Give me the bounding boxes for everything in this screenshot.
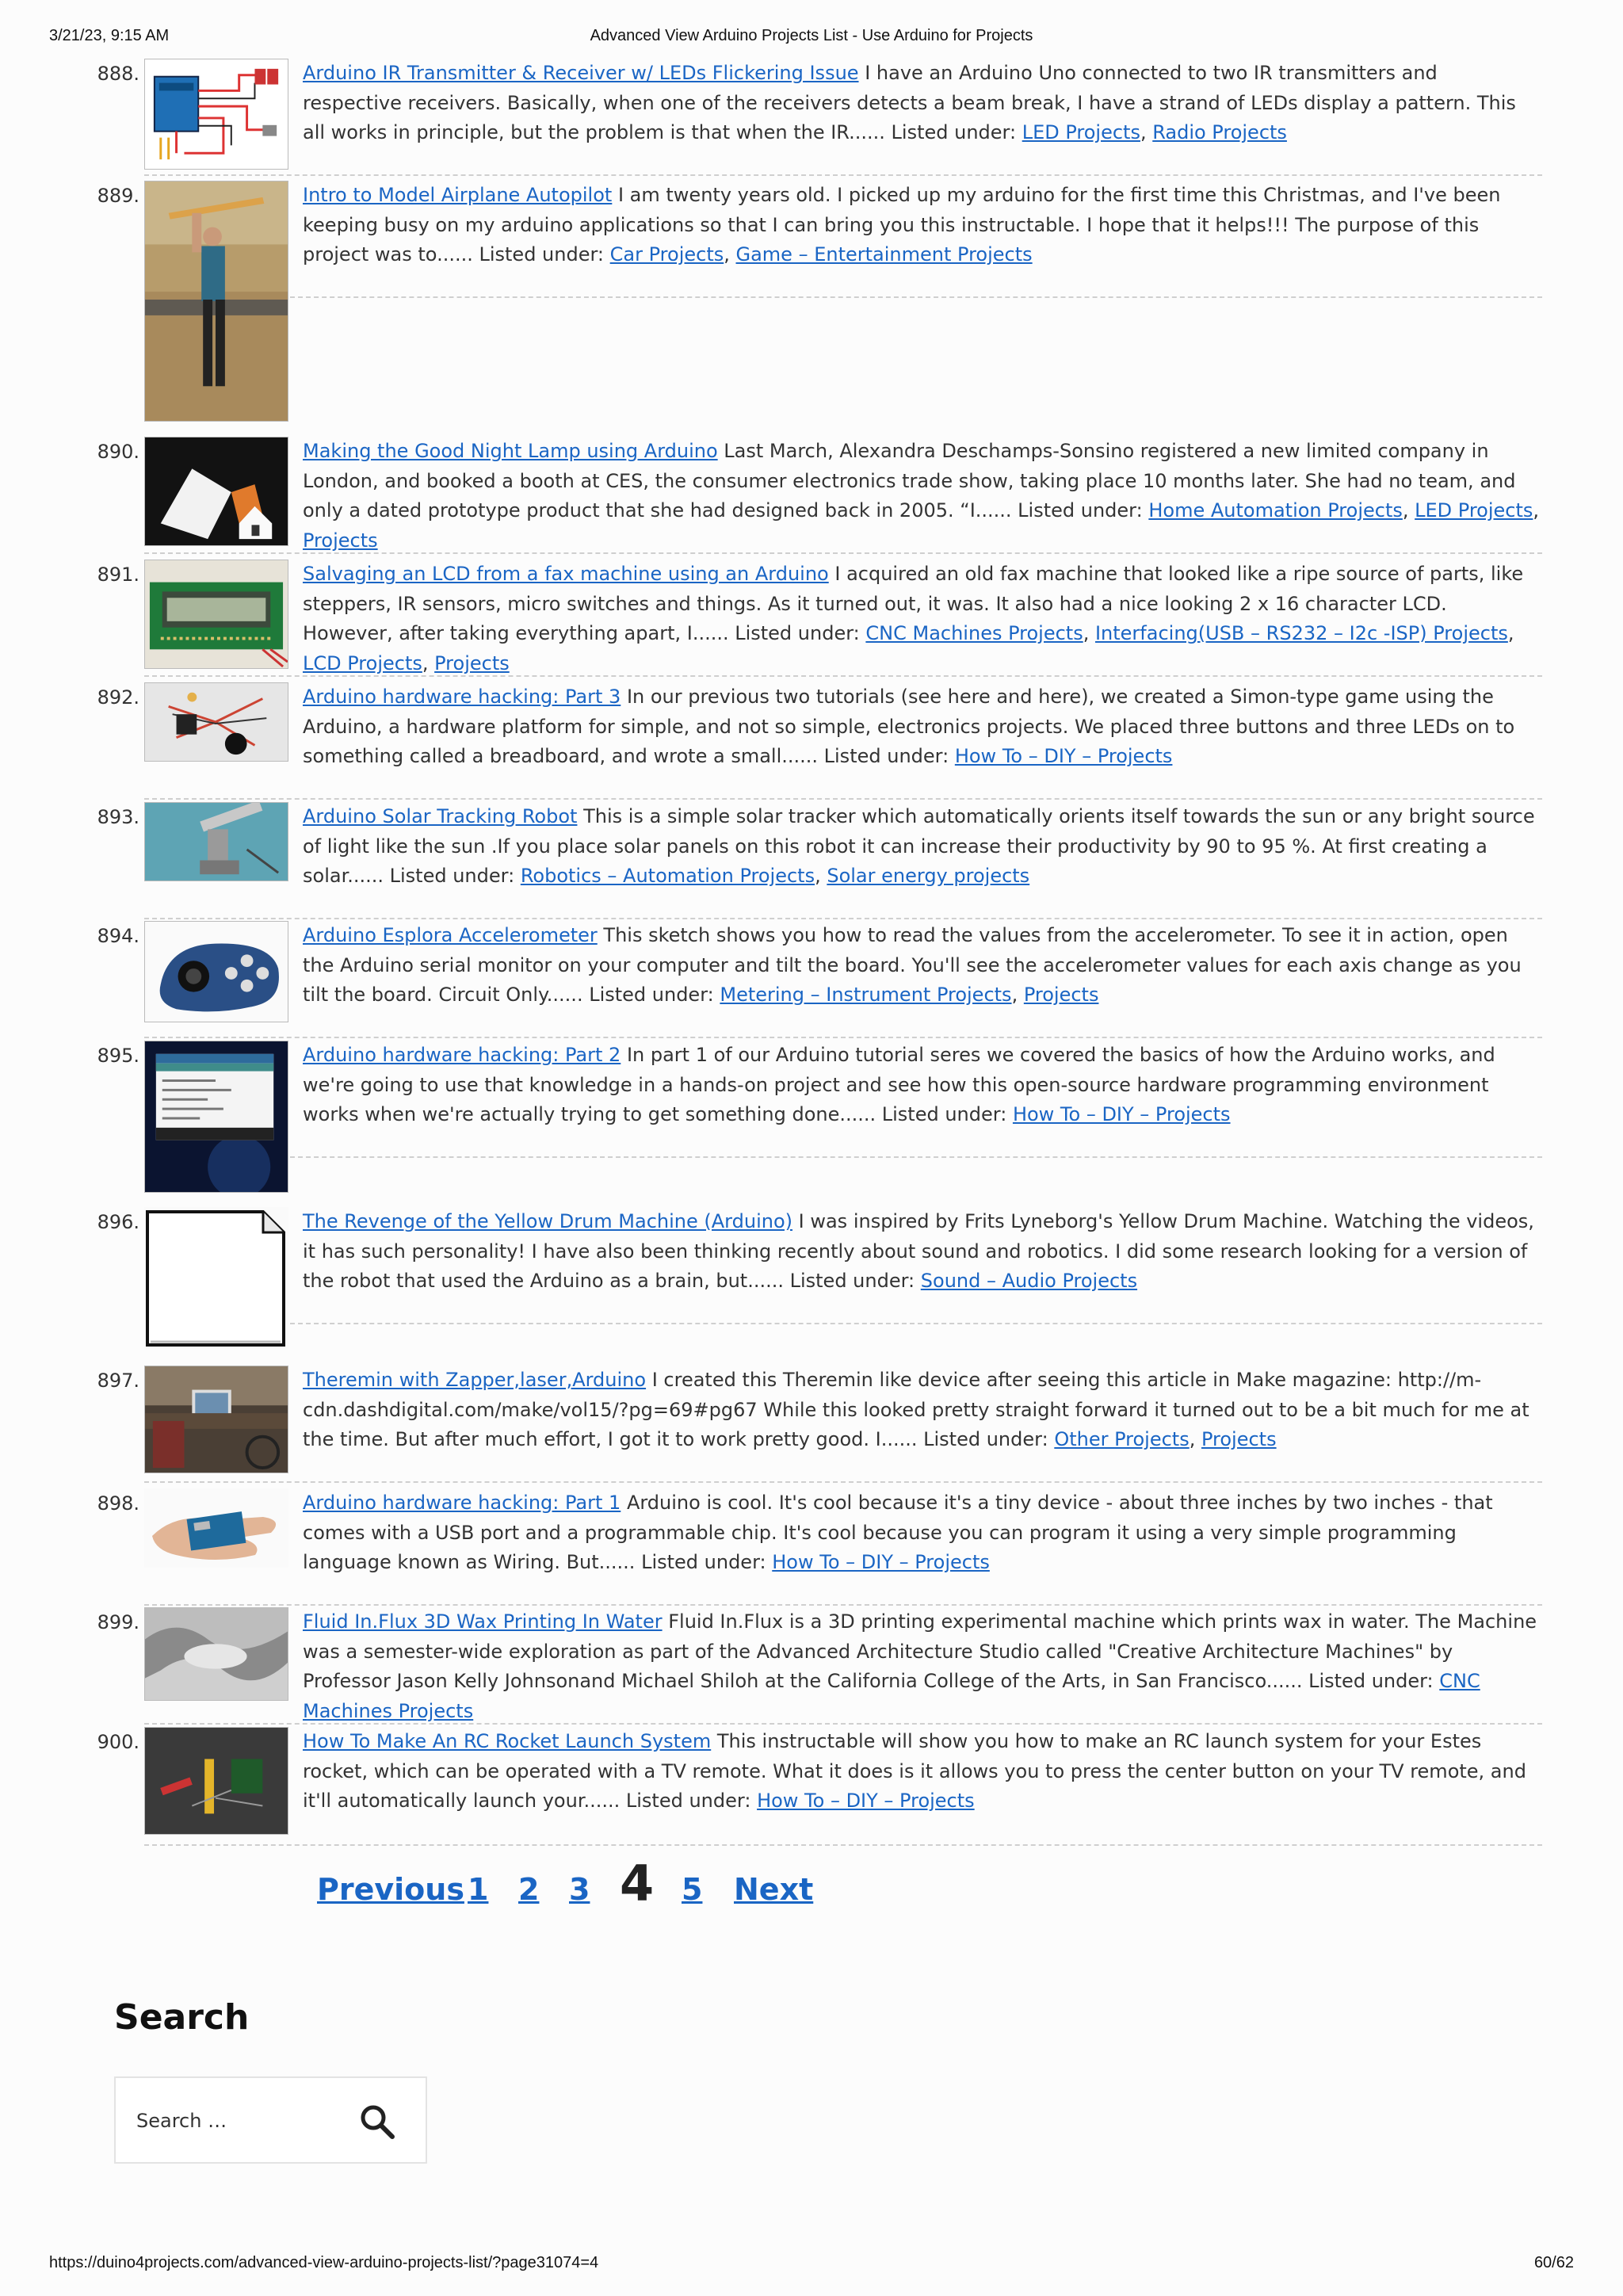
- entry-number: 900.: [97, 1731, 139, 1753]
- category-link[interactable]: How To – DIY – Projects: [1012, 1103, 1231, 1125]
- blank-file-thumbnail[interactable]: [144, 1207, 288, 1350]
- entry-text: [303, 1607, 1542, 1726]
- print-footer: [0, 2254, 1623, 2278]
- lamp-houses-thumbnail[interactable]: [144, 437, 288, 546]
- entry-divider: [144, 675, 1542, 677]
- entry-text: [303, 682, 1542, 772]
- entry-text: Arduino Esplora Accelerometer This sketch shows you how to read the values from the accelerometer. To see it in action, open the Arduino serial monitor on your computer and tilt the board. You'll see the accelerometer values for each axis change as you tilt the board. Circuit Only...... Listed under: Metering – Instrument Projects, Projects: [303, 924, 1522, 1006]
- solar-tracker-thumbnail[interactable]: [144, 802, 288, 881]
- category-link[interactable]: Sound – Audio Projects: [920, 1270, 1138, 1292]
- entry-title-link[interactable]: The Revenge of the Yellow Drum Machine (Arduino): [303, 1210, 792, 1232]
- category-link[interactable]: LED Projects: [1415, 499, 1533, 521]
- search-form: [114, 2076, 427, 2164]
- entry-title-link[interactable]: Arduino hardware hacking: Part 1: [303, 1492, 621, 1514]
- entry-text: [303, 1041, 1542, 1130]
- entry-title-link[interactable]: Fluid In.Flux 3D Wax Printing In Water: [303, 1610, 663, 1633]
- entry-number: 888.: [97, 63, 139, 85]
- entry-number: 899.: [97, 1611, 139, 1633]
- entry-excerpt: Last March, Alexandra Deschamps-Sonsino registered a new limited company in London, and booked a booth at CES, the consumer electronics trade show, taking place 10 months later. She had no team, and only a dated prototype product that she had designed back in 2005. “I...... Listed under:: [303, 440, 1516, 521]
- entry-text: Intro to Model Airplane Autopilot I am twenty years old. I picked up my arduino for the first time this Christmas, and I've been keeping busy on my arduino applications so that I can bring you this instructable. I hope that it helps!!! The purpose of this project was to...... Listed under: Car Projects, Game – Entertainment Projects: [303, 184, 1501, 266]
- entry-title-link[interactable]: Theremin with Zapper,laser,Arduino: [303, 1369, 647, 1391]
- entry-divider: [144, 1481, 1542, 1483]
- wax-print-thumbnail[interactable]: [144, 1607, 288, 1701]
- category-link[interactable]: How To – DIY – Projects: [757, 1790, 975, 1812]
- esplora-board-thumbnail[interactable]: [144, 921, 288, 1022]
- entry-number: 892.: [97, 686, 139, 709]
- hand-holding-arduino-thumbnail[interactable]: [144, 1488, 288, 1568]
- person-with-airplane-thumbnail[interactable]: [144, 181, 288, 422]
- entry-title-link[interactable]: Salvaging an LCD from a fax machine using an Arduino: [303, 563, 829, 585]
- lcd-module-thumbnail[interactable]: [144, 560, 288, 669]
- entry-text: [303, 1207, 1542, 1297]
- entry-text: [303, 1488, 1542, 1578]
- entry-divider: [144, 918, 1542, 919]
- entry-number: 894.: [97, 925, 139, 947]
- category-link[interactable]: LCD Projects: [303, 651, 422, 674]
- entry-title-link[interactable]: How To Make An RC Rocket Launch System: [303, 1730, 712, 1752]
- category-link[interactable]: Car Projects: [609, 243, 724, 266]
- category-link[interactable]: Metering – Instrument Projects: [720, 984, 1012, 1006]
- entry-excerpt: In part 1 of our Arduino tutorial seres we covered the basics of how the Arduino works, and we're going to use that knowledge in a hands-on project and see how this open-source hardware programming environment works when we're actually trying to get something done...... Listed under:: [303, 1044, 1495, 1125]
- entry-text: Arduino Solar Tracking Robot This is a simple solar tracker which automatically orients itself towards the sun or any bright source of light like the sun .If you place solar panels on this robot it can increase their productivity by 90 to 95 %. At first creating a solar...... Listed under: Robotics – Automation Projects, Solar energy projects: [303, 805, 1535, 887]
- entry-title-link[interactable]: Intro to Model Airplane Autopilot: [303, 184, 613, 206]
- print-url: https://duino4projects.com/advanced-view-arduino-projects-list/?page31074=4: [49, 2254, 599, 2271]
- print-header: [0, 27, 1623, 51]
- ide-screenshot-thumbnail[interactable]: [144, 1041, 288, 1193]
- entry-title-link[interactable]: Arduino IR Transmitter & Receiver w/ LEDs Flickering Issue: [303, 62, 859, 84]
- category-link[interactable]: Interfacing(USB – RS232 – I2c -ISP) Projects: [1094, 622, 1508, 644]
- print-datetime: 3/21/23, 9:15 AM: [49, 27, 170, 44]
- search-input[interactable]: [135, 2100, 344, 2141]
- entry-divider: [290, 1156, 1542, 1158]
- rocket-launcher-thumbnail[interactable]: [144, 1727, 288, 1835]
- entry-divider: [144, 174, 1542, 176]
- entry-title-link[interactable]: Arduino hardware hacking: Part 2: [303, 1044, 621, 1066]
- entry-divider: [144, 1844, 1542, 1846]
- entry-number: 897.: [97, 1370, 139, 1392]
- category-link[interactable]: Other Projects: [1054, 1428, 1190, 1450]
- entry-number: 889.: [97, 185, 139, 207]
- entry-excerpt: In our previous two tutorials (see here and here), we created a Simon-type game using the Arduino, a hardware platform for simple, and not so simple, electronics projects. We placed three buttons and three LEDs on to something called a breadboard, and wrote a small...... Listed under:: [303, 686, 1515, 767]
- entry-excerpt: I have an Arduino Uno connected to two IR transmitters and respective receivers. Basically, when one of the receivers detects a beam break, I have a strand of LEDs display a pattern. This all works in principle, but the problem is that when the IR...... Listed under:: [303, 62, 1516, 143]
- entry-excerpt: I created this Theremin like device after seeing this article in Make magazine: http://m-cdn.dashdigital.com/make/vol15/?pg=69#pg67 While this looked pretty straight forward it turned out to be a bit much for me at the time. But after much effort, I got it to work pretty good. I...... Listed under:: [303, 1369, 1529, 1450]
- entry-text: [303, 1727, 1542, 1817]
- category-link[interactable]: LED Projects: [1022, 121, 1140, 143]
- entry-number: 893.: [97, 806, 139, 828]
- category-link[interactable]: Home Automation Projects: [1148, 499, 1403, 521]
- entry-number: 891.: [97, 563, 139, 586]
- category-link[interactable]: Projects: [434, 651, 510, 674]
- entry-divider: [290, 1323, 1542, 1324]
- room-setup-thumbnail[interactable]: [144, 1366, 288, 1473]
- category-link[interactable]: Robotics – Automation Projects: [520, 865, 815, 887]
- category-link[interactable]: Projects: [1023, 984, 1099, 1006]
- category-link[interactable]: Projects: [303, 529, 378, 552]
- entry-text: Salvaging an LCD from a fax machine using an Arduino I acquired an old fax machine that looked like a ripe source of parts, like steppers, IR sensors, micro switches and things. As it turned out, it was. It also had a nice looking 2 x 16 character LCD. However, after taking everything apart, I...... Listed under: CNC Machines Projects, Interfacing(USB – RS232 – I2c -ISP) Projects, LCD Projects, Projects: [303, 563, 1524, 674]
- category-link[interactable]: Solar energy projects: [827, 865, 1030, 887]
- entry-excerpt: I was inspired by Frits Lyneborg's Yellow Drum Machine. Watching the videos, it has such personality! I have also been thinking recently about sound and robotics. I did some research looking for a version of the robot that used the Arduino as a brain, but...... Listed under:: [303, 1210, 1534, 1292]
- entry-title-link[interactable]: Arduino hardware hacking: Part 3: [303, 686, 621, 708]
- page-link-1[interactable]: 1: [468, 1872, 489, 1907]
- category-link[interactable]: How To – DIY – Projects: [772, 1551, 990, 1573]
- wired-components-thumbnail[interactable]: [144, 682, 288, 762]
- entry-text: Theremin with Zapper,laser,Arduino I created this Theremin like device after seeing this article in Make magazine: http://m-cdn.dashdigital.com/make/vol15/?pg=69#pg67 While this looked pretty straight forward it turned out to be a bit much for me at the time. But after much effort, I got it to work pretty good. I...... Listed under: Other Projects, Projects: [303, 1369, 1529, 1450]
- entry-number: 895.: [97, 1045, 139, 1067]
- current-page: 4: [620, 1855, 655, 1912]
- entry-title-link[interactable]: Making the Good Night Lamp using Arduino: [303, 440, 718, 462]
- category-link[interactable]: Projects: [1201, 1428, 1277, 1450]
- entry-excerpt: This sketch shows you how to read the values from the accelerometer. To see it in action, open the Arduino serial monitor on your computer and tilt the board. You'll see the accelerometer values for each axis change as you tilt the board. Circuit Only...... Listed under:: [303, 924, 1522, 1006]
- category-link[interactable]: Game – Entertainment Projects: [735, 243, 1033, 266]
- entry-text: Making the Good Night Lamp using Arduino Last March, Alexandra Deschamps-Sonsino registered a new limited company in London, and booked a booth at CES, the consumer electronics trade show, taking place 10 months later. She had no team, and only a dated prototype product that she had designed back in 2005. “I...... Listed under: Home Automation Projects, LED Projects, Projects: [303, 440, 1540, 552]
- previous-page-link[interactable]: Previous: [317, 1872, 464, 1907]
- entry-text: Arduino IR Transmitter & Receiver w/ LEDs Flickering Issue I have an Arduino Uno connected to two IR transmitters and respective receivers. Basically, when one of the receivers detects a beam break, I have a strand of LEDs display a pattern. This all works in principle, but the problem is that when the IR...... Listed under: LED Projects, Radio Projects: [303, 62, 1516, 143]
- entry-number: 898.: [97, 1492, 139, 1515]
- entry-excerpt: I am twenty years old. I picked up my arduino for the first time this Christmas, and I've been keeping busy on my arduino applications so that I can bring you this instructable. I hope that it helps!!! The purpose of this project was to...... Listed under:: [303, 184, 1501, 266]
- entry-divider: [144, 1723, 1542, 1725]
- print-page-number: 60/62: [1533, 2254, 1574, 2271]
- entry-title-link[interactable]: Arduino Solar Tracking Robot: [303, 805, 578, 827]
- circuit-diagram-thumbnail[interactable]: [144, 59, 288, 170]
- page-link-2[interactable]: 2: [518, 1872, 540, 1907]
- page-link-3[interactable]: 3: [569, 1872, 590, 1907]
- entry-excerpt: I acquired an old fax machine that looked like a ripe source of parts, like steppers, IR sensors, micro switches and things. As it turned out, it was. It also had a nice looking 2 x 16 character LCD. However, after taking everything apart, I...... Listed under:: [303, 563, 1524, 644]
- next-page-link[interactable]: Next: [734, 1872, 814, 1907]
- category-link[interactable]: CNC Machines Projects: [303, 1670, 1480, 1722]
- page-link-5[interactable]: 5: [682, 1872, 703, 1907]
- entry-divider: [144, 1604, 1542, 1606]
- entry-number: 890.: [97, 441, 139, 463]
- category-link[interactable]: How To – DIY – Projects: [954, 745, 1173, 767]
- entry-excerpt: Fluid In.Flux is a 3D printing experimental machine which prints wax in water. The Machine was a semester-wide exploration as part of the Advanced Architecture Studio called "Creative Architecture Machines" by Professor Jason Kelly Johnsonand Michael Shiloh at the California College of the Arts, in San Francisco...... Listed under:: [303, 1610, 1537, 1692]
- entry-excerpt: This is a simple solar tracker which automatically orients itself towards the sun or any bright source of light like the sun .If you place solar panels on this robot it can increase their productivity by 90 to 95 %. At first creating a solar...... Listed under:: [303, 805, 1535, 887]
- category-link[interactable]: Radio Projects: [1152, 121, 1287, 143]
- entry-divider: [144, 1037, 1542, 1038]
- entry-title-link[interactable]: Arduino Esplora Accelerometer: [303, 924, 598, 946]
- entry-excerpt: This instructable will show you how to make an RC launch system for your Estes rocket, which can be operated with a TV remote. What it does is it allows you to press the center button on your TV remote, and it'll automatically launch your...... Listed under:: [303, 1730, 1526, 1812]
- entry-excerpt: Arduino is cool. It's cool because it's a tiny device - about three inches by two inches - that comes with a USB port and a programmable chip. It's cool because you can program it using a very simple programming language known as Wiring. But...... Listed under:: [303, 1492, 1493, 1573]
- entry-divider: [290, 296, 1542, 298]
- entry-divider: [144, 552, 1542, 554]
- search-heading: Search: [114, 1997, 250, 2038]
- entry-divider: [144, 798, 1542, 800]
- category-link[interactable]: CNC Machines Projects: [865, 622, 1083, 644]
- entry-number: 896.: [97, 1211, 139, 1233]
- search-icon[interactable]: [357, 2102, 397, 2141]
- print-page-title: Advanced View Arduino Projects List - Use Arduino for Projects: [590, 27, 1033, 44]
